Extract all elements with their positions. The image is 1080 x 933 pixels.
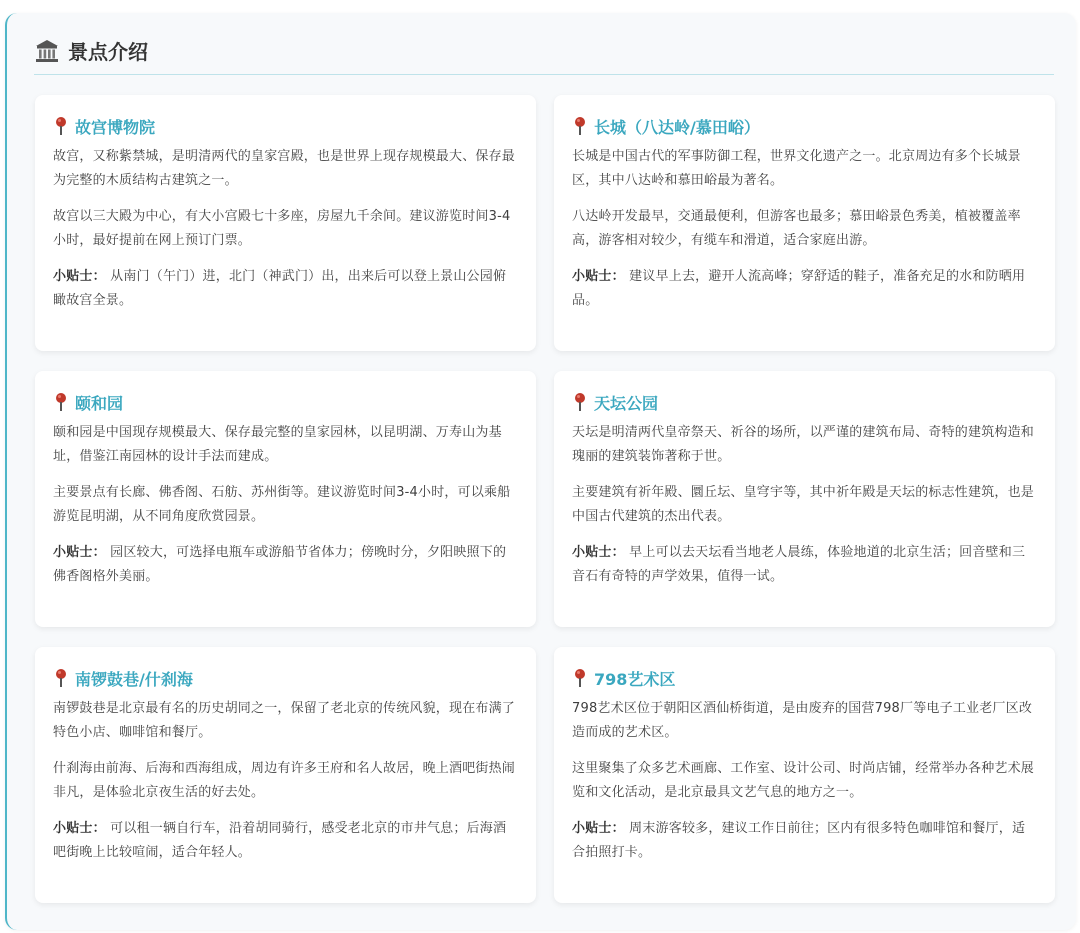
card-tip (53, 541, 518, 589)
card-paragraph: 主要建筑有祈年殿、圜丘坛、皇穹宇等，其中祈年殿是天坛的标志性建筑，也是中国古代建筑的杰出代表。 (572, 485, 1035, 524)
attraction-card-temple-of-heaven (554, 371, 1055, 627)
attraction-card-great-wall (554, 95, 1055, 351)
card-paragraph: 798艺术区位于朝阳区酒仙桥街道，是由废弃的国营798厂等电子工业老厂区改造而成的艺术区。 (572, 701, 1033, 740)
map-pin-icon (572, 668, 588, 688)
card-paragraph: 故宫，又称紫禁城，是明清两代的皇家宫殿，也是世界上现存规模最大、保存最为完整的木质结构古建筑之一。 (53, 149, 516, 188)
map-pin-icon (53, 668, 69, 688)
card-title-text: 颐和园 (75, 393, 124, 413)
card-title-text: 故宫博物院 (75, 117, 156, 137)
tip-label: 小贴士： (53, 821, 106, 836)
card-tip (53, 817, 518, 865)
card-tip (572, 541, 1037, 589)
attraction-card-798-art-zone (554, 647, 1055, 903)
card-paragraph: 什刹海由前海、后海和西海组成，周边有许多王府和名人故居，晚上酒吧街热闹非凡，是体验北京夜生活的好去处。 (53, 761, 516, 800)
card-paragraph: 天坛是明清两代皇帝祭天、祈谷的场所，以严谨的建筑布局、奇特的建筑构造和瑰丽的建筑装饰著称于世。 (572, 425, 1035, 464)
tip-text: 从南门（午门）进，北门（神武门）出，出来后可以登上景山公园俯瞰故宫全景。 (53, 269, 507, 308)
map-pin-icon (572, 392, 588, 412)
tip-label: 小贴士： (53, 269, 106, 284)
card-tip (53, 265, 518, 313)
tip-label: 小贴士： (572, 545, 625, 560)
card-title-text: 798艺术区 (594, 669, 676, 689)
card-paragraph: 颐和园是中国现存规模最大、保存最完整的皇家园林，以昆明湖、万寿山为基址，借鉴江南园林的设计手法而建成。 (53, 425, 502, 464)
tip-label: 小贴士： (572, 821, 625, 836)
map-pin-icon (572, 116, 588, 136)
tip-text: 园区较大，可选择电瓶车或游船节省体力；傍晚时分，夕阳映照下的佛香阁格外美丽。 (53, 545, 507, 584)
map-pin-icon (53, 116, 69, 136)
tip-text: 建议早上去，避开人流高峰；穿舒适的鞋子，准备充足的水和防晒用品。 (572, 269, 1026, 308)
card-paragraph: 南锣鼓巷是北京最有名的历史胡同之一，保留了老北京的传统风貌，现在布满了特色小店、咖啡馆和餐厅。 (53, 701, 516, 740)
card-paragraph: 这里聚集了众多艺术画廊、工作室、设计公司、时尚店铺，经常举办各种艺术展览和文化活动，是北京最具文艺气息的地方之一。 (572, 761, 1035, 800)
tip-label: 小贴士： (572, 269, 625, 284)
card-paragraph: 八达岭开发最早，交通最便利，但游客也最多；慕田峪景色秀美，植被覆盖率高，游客相对较少，有缆车和滑道，适合家庭出游。 (572, 209, 1021, 248)
section-header (34, 37, 1054, 75)
card-title (53, 115, 518, 137)
card-title-text: 长城（八达岭/慕田峪） (594, 117, 760, 137)
tip-text: 早上可以去天坛看当地老人晨练，体验地道的北京生活；回音壁和三音石有奇特的声学效果，值得一试。 (572, 545, 1026, 584)
card-tip (572, 817, 1037, 865)
map-pin-icon (53, 392, 69, 412)
tip-text: 周末游客较多，建议工作日前往；区内有很多特色咖啡馆和餐厅，适合拍照打卡。 (572, 821, 1026, 860)
attractions-panel (5, 13, 1076, 930)
attraction-card-nanluoguxiang (35, 647, 536, 903)
tip-label: 小贴士： (53, 545, 106, 560)
card-title (572, 391, 1037, 413)
section-title: 景点介绍 (68, 40, 148, 64)
card-title (572, 667, 1037, 689)
card-tip (572, 265, 1037, 313)
attraction-card-summer-palace (35, 371, 536, 627)
card-paragraph: 长城是中国古代的军事防御工程，世界文化遗产之一。北京周边有多个长城景区，其中八达岭和慕田峪最为著名。 (572, 149, 1021, 188)
card-paragraph: 主要景点有长廊、佛香阁、石舫、苏州街等。建议游览时间3-4小时，可以乘船游览昆明湖，从不同角度欣赏园景。 (53, 485, 511, 524)
landmark-icon (34, 38, 60, 64)
attraction-card-forbidden-city (35, 95, 536, 351)
card-title (572, 115, 1037, 137)
card-title (53, 391, 518, 413)
card-title-text: 南锣鼓巷/什刹海 (75, 669, 193, 689)
card-paragraph: 故宫以三大殿为中心，有大小宫殿七十多座，房屋九千余间。建议游览时间3-4小时，最好提前在网上预订门票。 (53, 209, 511, 248)
card-title (53, 667, 518, 689)
tip-text: 可以租一辆自行车，沿着胡同骑行，感受老北京的市井气息；后海酒吧街晚上比较喧闹，适合年轻人。 (53, 821, 507, 860)
card-title-text: 天坛公园 (594, 393, 659, 413)
